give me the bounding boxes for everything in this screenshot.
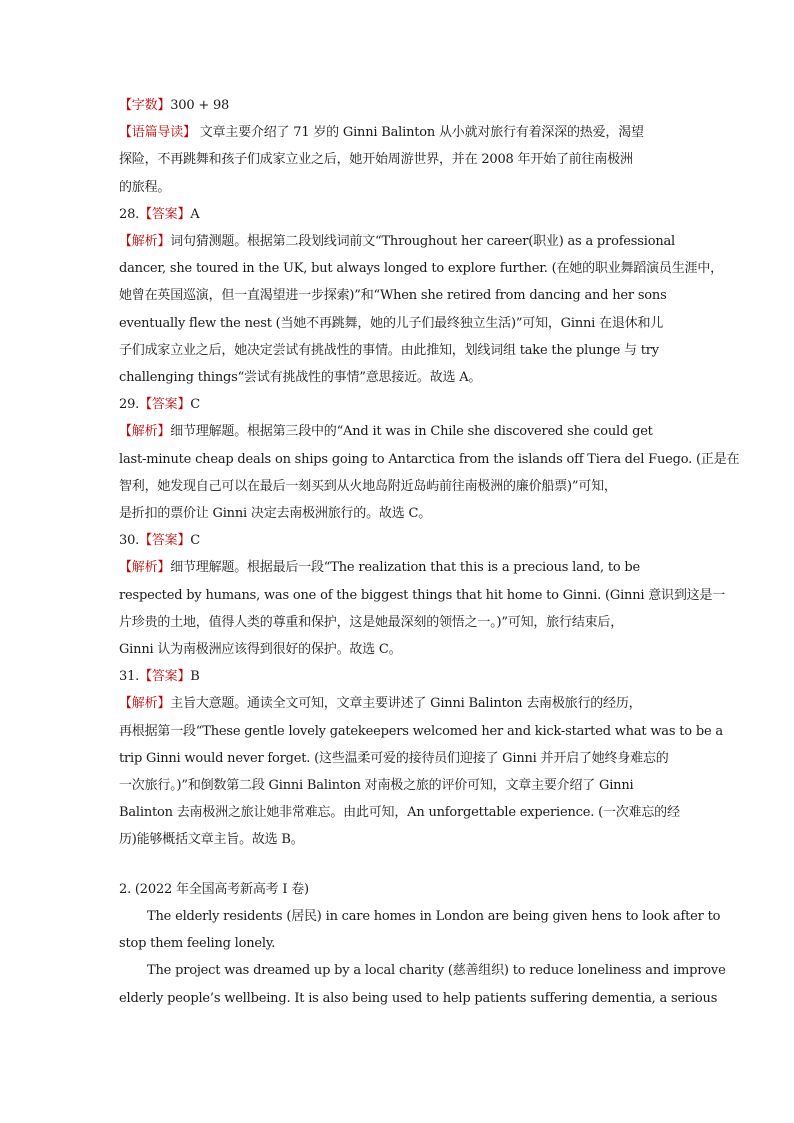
q31-analysis-line: 一次旅行。)”和倒数第二段 Ginni Balinton 对南极之旅的评价可知，文章主要介绍了 Ginni [119,778,634,794]
q30-analysis-line: Ginni 认为南极洲应该得到很好的保护。故选 C。 [119,642,402,658]
q28-answer-line [119,201,679,228]
q28-analysis-line: 子们成家立业之后，她决定尝试有挑战性的事情。由此推知，划线词组 take the plunge 与 try [119,342,659,358]
passage-line: The project was dreamed up by a local charity (慈善组织) to reduce loneliness and improve [147,963,726,979]
guide-text: 文章主要介绍了 71 岁的 Ginni Balinton 从小就对旅行有着深深的热爱，渴望 [195,125,644,141]
wordcount-tag: 【字数】 [119,98,171,113]
passage-line: The elderly residents (居民) in care homes in London are being given hens to look after to [147,908,721,924]
q29-answer: C [190,397,201,413]
section-gap [119,854,679,876]
q29-analysis-line [119,418,679,445]
answer-tag: 【答案】 [139,669,191,685]
q31-answer-line [119,663,679,690]
q30-analysis-line: respected by humans, was one of the biggest things that hit home to Ginni. (Ginni 意识到这是一 [119,587,726,603]
q31-analysis-line: 再根据第一段“These gentle lovely gatekeepers welcomed her and kick-started what was to be a [119,723,723,739]
q31-answer: B [190,669,200,685]
guide-line [119,119,679,146]
q29-answer-line [119,391,679,418]
guide-line: 的旅程。 [119,179,171,195]
guide-tag: 【语篇导读】 [119,125,196,141]
q28-analysis-line: 她曾在英国巡演，但一直渴望进一步探索)”和“When she retired from dancing and her sons [119,288,667,304]
q30-analysis-line: 片珍贵的土地，值得人类的尊重和保护，这是她最深刻的领悟之一。)”可知，旅行结束后， [119,614,624,630]
passage-line: elderly people’s wellbeing. It is also being used to help patients suffering dementia, a serious [119,990,718,1006]
wordcount-line [119,92,679,119]
q29-number: 29. [119,397,140,413]
q30-answer: C [190,533,201,549]
q28-analysis-line: challenging things“尝试有挑战性的事情”意思接近。故选 A。 [119,370,482,386]
q30-analysis-line [119,554,679,581]
q28-analysis-line: dancer, she toured in the UK, but always longed to explore further. (在她的职业舞蹈演员生涯中， [119,261,723,277]
answer-tag: 【答案】 [139,533,191,549]
analysis-tag: 【解析】 [119,560,171,576]
q29-analysis-text: 细节理解题。根据第三段中的“And it was in Chile she discovered she could get [170,424,653,440]
q28-answer: A [190,206,200,222]
analysis-tag: 【解析】 [119,696,171,712]
document-body [119,92,740,1012]
q30-answer-line [119,527,679,554]
analysis-tag: 【解析】 [119,424,171,440]
analysis-tag: 【解析】 [119,234,171,250]
q29-analysis-line: last-minute cheap deals on ships going to Antarctica from the islands off Tiera del Fuego. (正是在 [119,451,740,467]
guide-line: 探险，不再跳舞和孩子们成家立业之后，她开始周游世界，并在 2008 年开始了前往南极洲 [119,152,633,168]
q31-number: 31. [119,669,140,685]
answer-tag: 【答案】 [139,206,191,222]
q28-analysis-text: 词句猜测题。根据第二段划线词前文“Throughout her career(职业) as a professional [170,234,676,250]
answer-tag: 【答案】 [139,397,191,413]
q28-analysis-line [119,228,679,255]
q29-analysis-line: 是折扣的票价让 Ginni 决定去南极洲旅行的。故选 C。 [119,506,431,522]
q31-analysis-text: 主旨大意题。通读全文可知，文章主要讲述了 Ginni Balinton 去南极旅行的经历， [170,696,642,712]
q30-analysis-text: 细节理解题。根据最后一段“The realization that this is a precious land, to be [170,560,641,576]
q31-analysis-line: Balinton 去南极洲之旅让她非常难忘。由此可知，An unforgettable experience. (一次难忘的经 [119,805,680,821]
q28-number: 28. [119,206,140,222]
q29-analysis-line: 智利，她发现自己可以在最后一刻买到从火地岛附近岛屿前往南极洲的廉价船票)”可知， [119,478,617,494]
passage-line: stop them feeling lonely. [119,936,276,952]
q31-analysis-line: 历)能够概括文章主旨。故选 B。 [119,832,304,848]
q31-analysis-line: trip Ginni would never forget. (这些温柔可爱的接待员们迎接了 Ginni 并开启了她终身难忘的 [119,750,669,766]
q30-number: 30. [119,533,140,549]
wordcount-value: 300 + 98 [170,98,230,113]
q28-analysis-line: eventually flew the nest (当她不再跳舞，她的儿子们最终独立生活)”可知，Ginni 在退休和儿 [119,315,664,331]
q31-analysis-line [119,690,679,717]
passage-heading: 2. (2022 年全国高考新高考 I 卷) [119,881,309,897]
